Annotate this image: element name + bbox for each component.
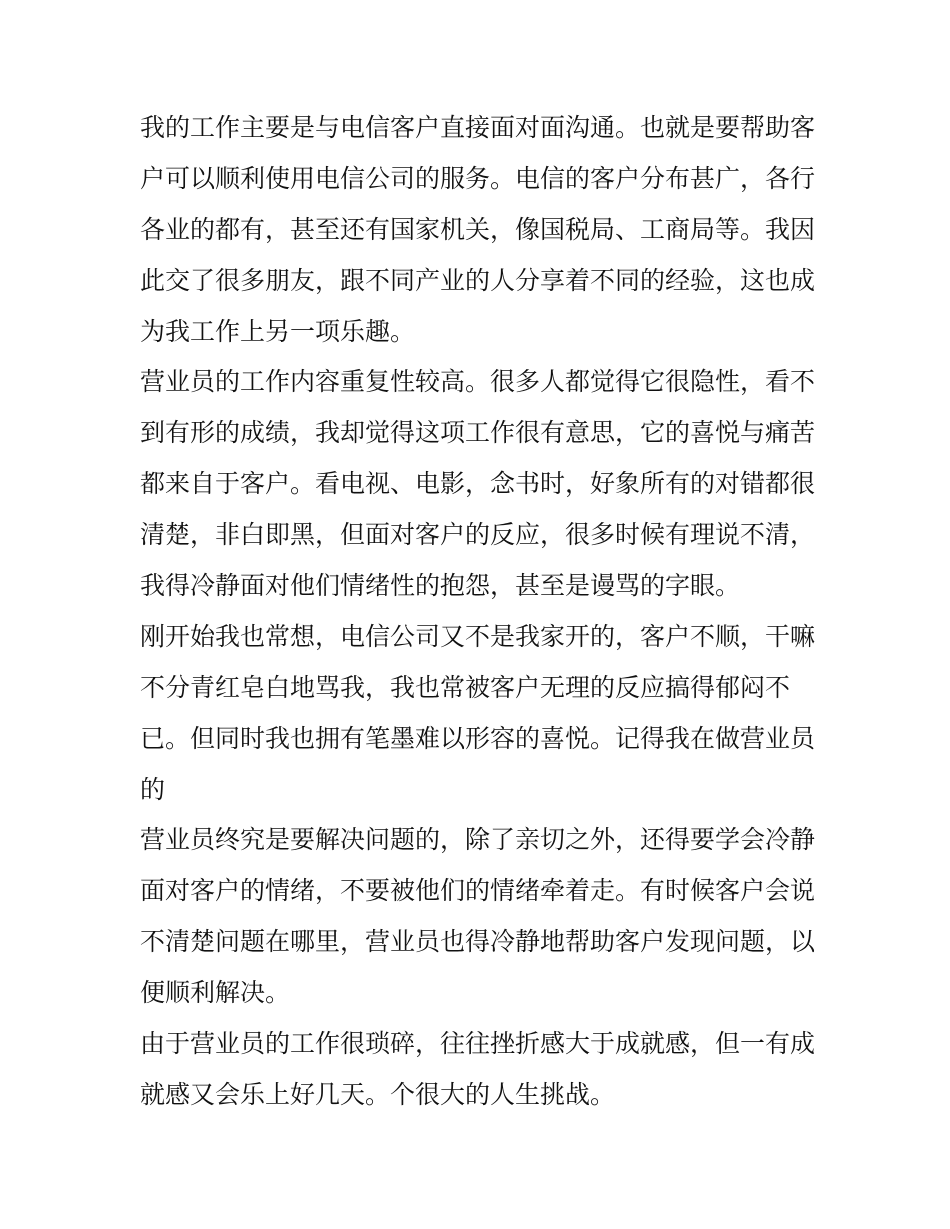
document-body xyxy=(140,108,816,1126)
text-line: 面对客户的情绪，不要被他们的情绪牵着走。有时候客户会说 xyxy=(140,876,816,906)
text-line: 由于营业员的工作很琐碎，往往挫折感大于成就感，但一有成 xyxy=(140,1029,816,1059)
text-line: 已。但同时我也拥有笔墨难以形容的喜悦。记得我在做营业员 xyxy=(140,723,816,753)
paragraph xyxy=(140,617,816,821)
text-line: 清楚，非白即黑，但面对客户的反应，很多时候有理说不清， xyxy=(140,520,816,550)
text-line: 为我工作上另一项乐趣。 xyxy=(140,316,416,346)
text-line: 我的工作主要是与电信客户直接面对面沟通。也就是要帮助客 xyxy=(140,113,816,142)
text-line: 此交了很多朋友，跟不同产业的人分享着不同的经验，这也成 xyxy=(140,265,816,295)
text-line: 户可以顺利使用电信公司的服务。电信的客户分布甚广，各行 xyxy=(140,163,816,193)
paragraph xyxy=(140,820,816,1024)
text-line: 就感又会乐上好几天。个很大的人生挑战。 xyxy=(140,1079,616,1109)
text-line: 各业的都有，甚至还有国家机关，像国税局、工商局等。我因 xyxy=(140,214,816,244)
text-line: 我得冷静面对他们情绪性的抱怨，甚至是谩骂的字眼。 xyxy=(140,571,741,601)
paragraph xyxy=(140,1024,816,1126)
text-line: 到有形的成绩，我却觉得这项工作很有意思，它的喜悦与痛苦 xyxy=(140,418,816,448)
paragraph xyxy=(140,108,816,362)
text-line: 都来自于客户。看电视、电影，念书时，好象所有的对错都很 xyxy=(140,469,816,499)
text-line: 营业员的工作内容重复性较高。很多人都觉得它很隐性，看不 xyxy=(140,367,816,397)
text-line: 不分青红皂白地骂我，我也常被客户无理的反应搞得郁闷不 xyxy=(140,672,791,702)
text-line: 不清楚问题在哪里，营业员也得冷静地帮助客户发现问题，以 xyxy=(140,927,816,957)
text-line: 刚开始我也常想，电信公司又不是我家开的，客户不顺，干嘛 xyxy=(140,621,816,651)
text-line: 的 xyxy=(140,774,166,804)
text-line: 营业员终究是要解决问题的，除了亲切之外，还得要学会冷静 xyxy=(140,825,816,855)
paragraph xyxy=(140,362,816,616)
text-line: 便顺利解决。 xyxy=(140,978,291,1008)
